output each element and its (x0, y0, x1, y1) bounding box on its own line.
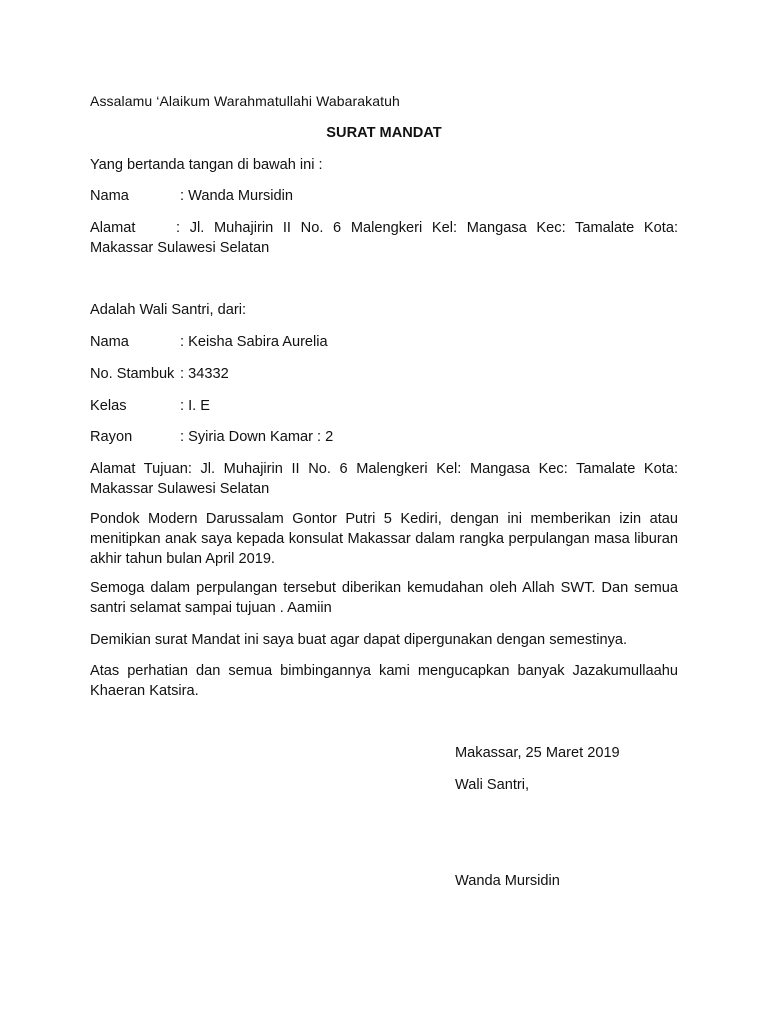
letter-title: SURAT MANDAT (326, 125, 442, 141)
signer-role: Wali Santri, (455, 777, 530, 793)
body-paragraph: Pondok Modern Darussalam Gontor Putri 5 Kediri, dengan ini memberikan izin atau menitipkan anak saya kepada konsulat Makassar dalam rangka perpulangan masa liburan akhir tahun bulan April 2019. (90, 511, 678, 567)
student-destination-label: Alamat Tujuan (90, 461, 188, 477)
student-class-label: Kelas (90, 398, 127, 414)
signatory-name-label: Nama (90, 188, 129, 204)
signer-name: Wanda Mursidin (455, 873, 560, 889)
student-destination-row (90, 459, 678, 499)
student-name-label: Nama (90, 334, 129, 350)
signatory-name-value: : Wanda Mursidin (180, 188, 294, 204)
body-paragraph: Atas perhatian dan semua bimbingannya kami mengucapkan banyak Jazakumullaahu Khaeran Katsira. (90, 663, 678, 699)
student-name-row (90, 332, 328, 352)
signatory-address-label: Alamat (90, 220, 136, 236)
student-class-value: : I. E (180, 398, 211, 414)
greeting: Assalamu ‘Alaikum Warahmatullahi Wabarakatuh (90, 93, 400, 109)
student-name-value: : Keisha Sabira Aurelia (180, 334, 328, 350)
student-stambuk-row (90, 364, 229, 384)
place-date: Makassar, 25 Maret 2019 (455, 745, 620, 761)
student-destination-value: : Jl. Muhajirin II No. 6 Malengkeri Kel: Mangasa Kec: Tamalate Kota: Makassar Sulawesi Selatan (90, 461, 679, 497)
signatory-address-value: : Jl. Muhajirin II No. 6 Malengkeri Kel: Mangasa Kec: Tamalate Kota: Makassar Sulawesi Selatan (90, 220, 678, 256)
signatory-address-row (90, 218, 678, 258)
signatory-name-row (90, 186, 293, 206)
student-stambuk-label: No. Stambuk (90, 366, 175, 382)
student-stambuk-value: : 34332 (180, 366, 229, 382)
student-rayon-label: Rayon (90, 429, 133, 445)
intro-text: Yang bertanda tangan di bawah ini : (90, 157, 323, 173)
student-rayon-row (90, 427, 333, 447)
body-paragraph: Semoga dalam perpulangan tersebut diberikan kemudahan oleh Allah SWT. Dan semua santri selamat sampai tujuan . Aamiin (90, 580, 678, 616)
guardian-of-text: Adalah Wali Santri, dari: (90, 302, 247, 318)
student-class-row (90, 396, 210, 416)
body-paragraph: Demikian surat Mandat ini saya buat agar dapat dipergunakan dengan semestinya. (90, 632, 628, 648)
student-rayon-value: : Syiria Down Kamar : 2 (180, 429, 334, 445)
